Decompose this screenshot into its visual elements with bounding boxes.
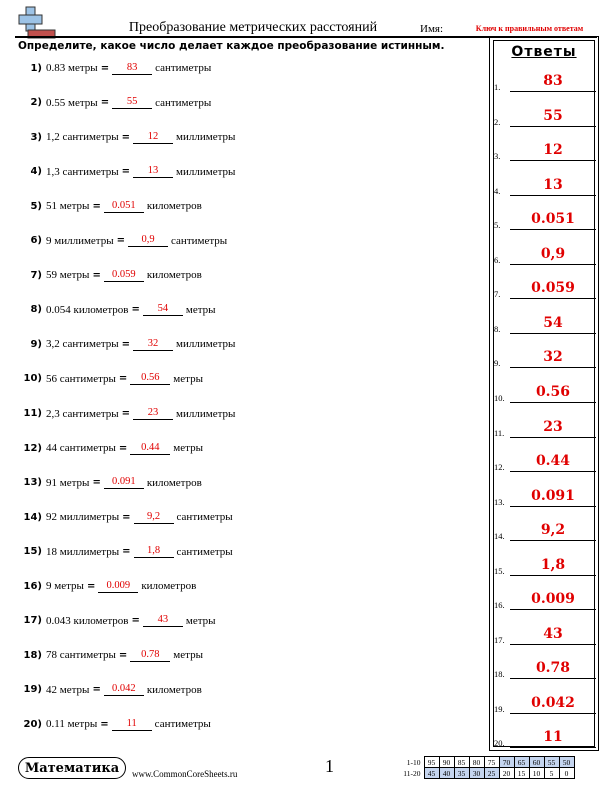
answer-key-value: 1,8 [540, 556, 566, 573]
answer-key-line [510, 540, 596, 541]
question-number: 19) [23, 684, 42, 696]
question-row [18, 473, 202, 493]
question-from-value: 1,3 сантиметры [46, 165, 119, 178]
question-target-unit: километров [146, 476, 202, 489]
question-row [18, 645, 203, 665]
answer-blank[interactable]: 11 [112, 718, 152, 731]
question-from-value: 3,2 сантиметры [46, 338, 119, 351]
question-from-value: 44 сантиметры [46, 442, 116, 455]
question-from-value: 51 метры [46, 200, 90, 213]
answer-key-line [510, 298, 596, 299]
answer-key-number: 16. [494, 600, 505, 611]
answer-key-value: 55 [543, 107, 563, 124]
score-cell: 30 [469, 768, 484, 779]
question-target-unit: сантиметры [171, 234, 228, 247]
equals-sign: = [116, 235, 126, 247]
answer-key-value: 0.042 [531, 694, 575, 711]
question-row [18, 196, 202, 216]
question-number: 2) [30, 97, 42, 109]
equals-sign: = [121, 408, 131, 419]
answer-blank[interactable]: 55 [112, 96, 152, 109]
answer-key-value: 43 [543, 625, 563, 642]
score-cell: 50 [559, 757, 574, 768]
answer-key-number: 4. [494, 185, 501, 196]
score-cell: 45 [424, 768, 439, 779]
question-from-value: 92 миллиметры [46, 511, 120, 524]
answer-blank[interactable]: 54 [143, 303, 183, 316]
question-row [18, 369, 203, 389]
question-number: 8) [30, 304, 42, 316]
equals-sign: = [86, 580, 96, 592]
answer-key-number: 14. [494, 531, 505, 542]
answer-blank[interactable]: 32 [133, 338, 173, 351]
answer-key-value: 0.059 [531, 280, 575, 297]
answer-blank[interactable]: 0.78 [130, 649, 170, 662]
question-target-unit: сантиметры [176, 511, 233, 524]
answer-key-line [510, 575, 596, 576]
answer-key-row [494, 348, 596, 370]
answer-blank[interactable]: 0.051 [104, 200, 144, 213]
answer-key-row [494, 521, 596, 543]
question-target-unit: метры [185, 614, 216, 627]
answer-key-line [510, 747, 596, 748]
answer-key-row [494, 245, 596, 267]
answer-key-label: Ключ к правильным ответам [475, 24, 584, 33]
instructions: Определите, какое число делает каждое преобразование истинным. [18, 40, 445, 52]
answer-key-line [510, 229, 596, 230]
question-from-value: 1,2 сантиметры [46, 131, 119, 144]
answer-key-value: 12 [543, 142, 563, 159]
score-cell: 55 [544, 757, 559, 768]
question-number: 9) [30, 338, 42, 350]
answer-key-row [494, 107, 596, 129]
question-number: 18) [23, 649, 42, 661]
equals-sign: = [100, 62, 110, 74]
question-target-unit: метры [185, 303, 216, 316]
answer-key-number: 3. [494, 151, 501, 162]
score-row [394, 768, 574, 779]
score-cell: 40 [439, 768, 454, 779]
question-from-value: 59 метры [46, 269, 90, 282]
answer-key-number: 7. [494, 289, 501, 300]
answer-key-row [494, 659, 596, 681]
question-row [18, 542, 233, 562]
question-row [18, 93, 211, 113]
question-target-unit: миллиметры [176, 338, 236, 351]
score-cell: 95 [424, 757, 439, 768]
question-number: 12) [23, 442, 42, 454]
equals-sign: = [121, 166, 131, 178]
equals-sign: = [100, 718, 109, 730]
answer-key-line [510, 367, 596, 368]
equals-sign: = [122, 546, 131, 558]
answers-title: Ответы [511, 44, 577, 60]
answer-blank[interactable]: 83 [112, 62, 152, 75]
equals-sign: = [118, 442, 128, 454]
equals-sign: = [100, 97, 110, 109]
answer-key-line [510, 678, 596, 679]
question-from-value: 0.054 километров [46, 303, 129, 316]
score-table [394, 756, 575, 779]
equals-sign: = [92, 477, 101, 489]
question-target-unit: километров [146, 683, 202, 696]
score-range-label: 1-10 [406, 757, 421, 767]
score-cell: 85 [454, 757, 469, 768]
question-from-value: 18 миллиметры [46, 545, 120, 558]
question-number: 4) [30, 166, 42, 178]
question-target-unit: метры [173, 372, 203, 385]
answer-key-row [494, 487, 596, 509]
score-cell: 25 [484, 768, 499, 779]
answer-key-value: 13 [543, 176, 563, 193]
plus-minus-logo-icon [18, 6, 56, 40]
question-from-value: 42 метры [46, 683, 90, 696]
question-number: 16) [23, 580, 42, 592]
answer-key-number: 13. [494, 496, 505, 507]
answer-key-line [510, 91, 596, 92]
answer-key-number: 6. [494, 254, 501, 265]
question-row [18, 576, 196, 596]
answer-key-row [494, 452, 596, 474]
answer-key-line [510, 437, 596, 438]
answer-key-row [494, 556, 596, 578]
answer-key-row [494, 625, 596, 647]
answer-blank[interactable]: 23 [133, 407, 173, 420]
answer-blank[interactable]: 43 [143, 614, 183, 627]
question-number: 3) [30, 131, 42, 143]
question-target-unit: миллиметры [176, 407, 236, 420]
question-row [18, 58, 211, 78]
answer-key-row [494, 72, 596, 94]
answer-blank[interactable]: 0.059 [104, 269, 144, 282]
page-number: 1 [325, 756, 334, 776]
answer-key-value: 83 [543, 73, 563, 89]
score-cell: 65 [514, 757, 529, 768]
answer-key-number: 20. [494, 738, 505, 749]
answer-blank[interactable]: 0.042 [104, 683, 144, 696]
question-number: 1) [30, 62, 42, 74]
question-row [18, 334, 235, 354]
question-number: 7) [30, 269, 42, 281]
question-number: 17) [23, 615, 42, 627]
answer-blank[interactable]: 0.009 [98, 580, 138, 593]
name-label: Имя: [420, 23, 444, 35]
answer-key-value: 0.051 [531, 211, 575, 228]
question-target-unit: сантиметры [155, 62, 212, 74]
answer-key-line [510, 126, 596, 127]
answer-blank[interactable]: 13 [133, 165, 173, 178]
answer-key-row [494, 694, 596, 716]
answer-key-value: 32 [543, 349, 563, 366]
answer-key-row [494, 728, 596, 750]
question-target-unit: метры [173, 649, 203, 662]
answer-blank[interactable]: 9,2 [134, 511, 174, 524]
answer-key-line [510, 471, 596, 472]
answer-key-row [494, 279, 596, 301]
question-target-unit: сантиметры [154, 718, 211, 731]
answer-key-value: 0.009 [531, 591, 575, 608]
answer-key-value: 0.78 [535, 660, 571, 677]
question-row [18, 611, 216, 631]
question-target-unit: миллиметры [176, 131, 236, 144]
equals-sign: = [121, 131, 131, 143]
equals-sign: = [118, 649, 128, 661]
question-from-value: 56 сантиметры [46, 372, 116, 385]
question-from-value: 9 метры [46, 580, 84, 593]
answer-key-row [494, 590, 596, 612]
score-cell: 70 [499, 757, 514, 768]
score-cell: 0 [559, 768, 574, 779]
question-from-value: 0.043 километров [46, 614, 129, 627]
answer-key-line [510, 195, 596, 196]
answer-key-number: 19. [494, 703, 505, 714]
question-row [18, 680, 202, 700]
equals-sign: = [92, 684, 101, 696]
answer-key-value: 0.44 [535, 453, 571, 470]
answer-key-number: 10. [494, 392, 505, 403]
question-from-value: 0.83 метры [46, 62, 98, 74]
answer-key-value: 9,2 [540, 522, 566, 539]
equals-sign: = [92, 200, 101, 212]
question-number: 20) [23, 718, 42, 730]
answer-key-row [494, 141, 596, 163]
answer-key-row [494, 176, 596, 198]
score-cell: 15 [514, 768, 529, 779]
equals-sign: = [121, 338, 131, 350]
question-from-value: 0.11 метры [46, 718, 98, 731]
equals-sign: = [131, 304, 140, 316]
answer-key-value: 23 [543, 418, 563, 435]
question-number: 15) [23, 546, 42, 558]
answer-key-number: 2. [494, 116, 501, 127]
website-url: www.CommonCoreSheets.ru [132, 769, 238, 779]
question-number: 14) [23, 511, 42, 523]
question-number: 5) [30, 200, 42, 212]
score-cell: 60 [529, 757, 544, 768]
answer-key-number: 17. [494, 634, 505, 645]
question-row [18, 265, 202, 285]
answer-blank[interactable]: 12 [133, 131, 173, 144]
answer-blank[interactable]: 1,8 [134, 545, 174, 558]
answer-key-row [494, 418, 596, 440]
question-from-value: 9 миллиметры [46, 234, 114, 247]
answer-key-value: 0.56 [535, 383, 571, 400]
answer-key-row [494, 383, 596, 405]
question-target-unit: километров [141, 580, 197, 593]
score-cell: 90 [439, 757, 454, 768]
question-row [18, 162, 235, 182]
question-row [18, 507, 233, 527]
answer-key-line [510, 644, 596, 645]
answer-key-number: 5. [494, 220, 501, 231]
answer-key-line [510, 713, 596, 714]
answer-key-number: 9. [494, 358, 501, 369]
question-row [18, 231, 227, 251]
question-number: 13) [23, 477, 42, 489]
score-cell: 35 [454, 768, 469, 779]
answer-key-number: 18. [494, 669, 505, 680]
question-row [18, 714, 211, 734]
question-row [18, 127, 235, 147]
answer-key-row [494, 210, 596, 232]
answer-key-value: 0.091 [531, 487, 575, 504]
equals-sign: = [122, 511, 131, 523]
score-cell: 10 [529, 768, 544, 779]
answer-blank[interactable]: 0.091 [104, 476, 144, 489]
answer-blank[interactable]: 0.56 [130, 372, 170, 385]
equals-sign: = [131, 615, 140, 627]
question-target-unit: сантиметры [176, 545, 233, 558]
question-row [18, 300, 216, 320]
question-row [18, 438, 203, 458]
answer-key-number: 1. [494, 82, 501, 92]
score-cell: 5 [544, 768, 559, 779]
score-cell: 20 [499, 768, 514, 779]
question-from-value: 2,3 сантиметры [46, 407, 119, 420]
question-from-value: 0.55 метры [46, 96, 98, 109]
question-number: 11) [23, 408, 42, 419]
question-target-unit: сантиметры [155, 96, 212, 109]
answer-key-line [510, 160, 596, 161]
question-number: 10) [23, 373, 42, 385]
score-cell: 75 [484, 757, 499, 768]
answer-blank[interactable]: 0.44 [130, 442, 170, 455]
question-from-value: 78 сантиметры [46, 649, 116, 662]
answer-key-number: 12. [494, 462, 505, 473]
answer-key-value: 0,9 [540, 245, 566, 262]
answer-key-value: 54 [543, 314, 563, 331]
answer-key-number: 15. [494, 565, 505, 576]
question-from-value: 91 метры [46, 476, 90, 489]
question-target-unit: миллиметры [176, 165, 236, 178]
question-target-unit: метры [173, 442, 203, 455]
subject-badge: Математика [18, 757, 126, 779]
answer-key-row [494, 314, 596, 336]
answer-key-line [510, 402, 596, 403]
question-number: 6) [30, 235, 42, 247]
equals-sign: = [92, 269, 101, 281]
answer-blank[interactable]: 0,9 [128, 234, 168, 247]
question-target-unit: километров [146, 200, 202, 213]
worksheet-title: Преобразование метрических расстояний [128, 20, 378, 35]
score-cell: 80 [469, 757, 484, 768]
score-range-label: 11-20 [403, 768, 421, 778]
answer-key-number: 11. [494, 427, 505, 438]
score-row [394, 757, 574, 768]
question-row [18, 404, 235, 424]
answer-key-line [510, 609, 596, 610]
question-target-unit: километров [146, 269, 202, 282]
answer-key-line [510, 333, 596, 334]
answer-key-line [510, 506, 596, 507]
equals-sign: = [118, 373, 128, 385]
answer-key-line [510, 264, 596, 265]
answer-key-number: 8. [494, 323, 501, 334]
answer-key-value: 11 [543, 729, 563, 746]
